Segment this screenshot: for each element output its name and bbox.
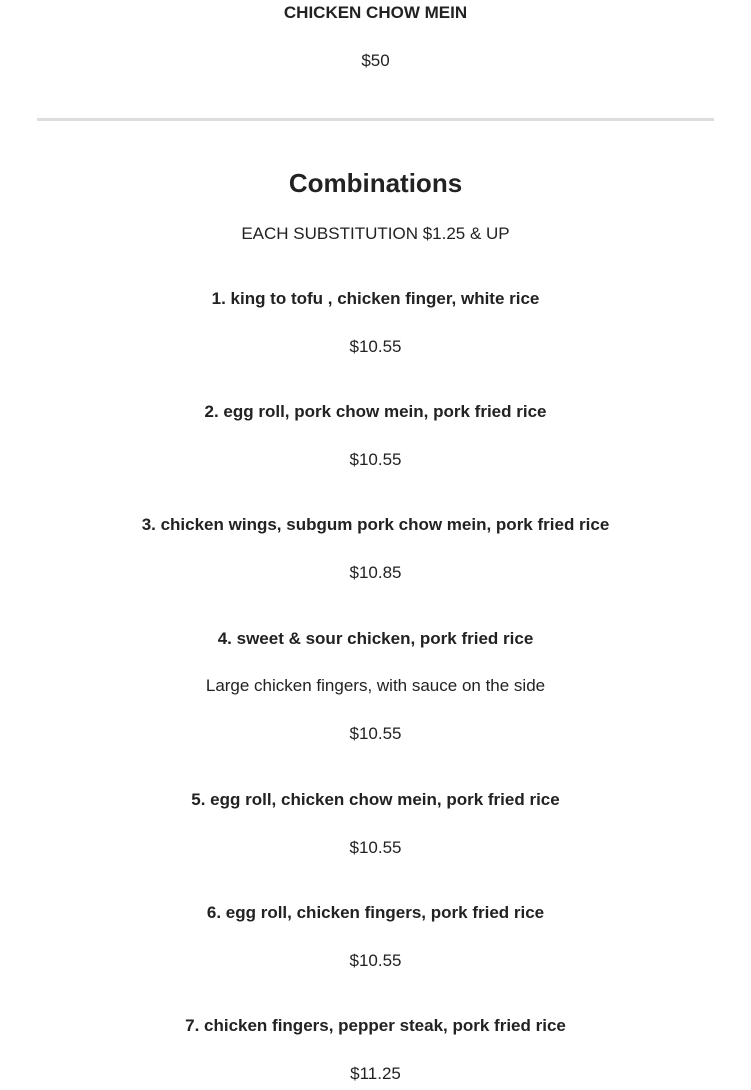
menu-item-name: 3. chicken wings, subgum pork chow mein, pork fried rice <box>141 515 610 534</box>
menu-item-price: $10.55 <box>349 951 402 970</box>
menu-item-price: $10.55 <box>349 724 402 743</box>
menu-item-price: $10.55 <box>349 838 402 857</box>
menu-item-name: 7. chicken fingers, pepper steak, pork fried rice <box>185 1016 566 1035</box>
menu-item-name: 4. sweet & sour chicken, pork fried rice <box>217 629 534 648</box>
menu-item-name: 1. king to tofu , chicken finger, white rice <box>211 289 540 308</box>
section-divider <box>37 118 714 121</box>
menu-item <box>0 402 751 470</box>
section-note: EACH SUBSTITUTION $1.25 & UP <box>241 224 510 243</box>
menu-item-price: $50 <box>361 51 390 70</box>
menu-item <box>0 629 751 744</box>
menu-item-name: 6. egg roll, chicken fingers, pork fried rice <box>206 903 545 922</box>
menu-item-name: 5. egg roll, chicken chow mein, pork fried rice <box>191 790 560 809</box>
menu-item-name: CHICKEN CHOW MEIN <box>283 3 468 22</box>
menu-item-price: $10.55 <box>349 450 402 469</box>
menu-item-name: 2. egg roll, pork chow mein, pork fried rice <box>204 402 547 421</box>
menu-item-price: $10.85 <box>349 563 402 582</box>
menu-item-price: $10.55 <box>349 337 402 356</box>
section-title: Combinations <box>288 168 463 198</box>
menu-item <box>0 1016 751 1084</box>
menu-item <box>0 515 751 583</box>
menu-item-price: $11.25 <box>350 1064 401 1083</box>
menu-item <box>0 903 751 971</box>
menu-item <box>0 289 751 357</box>
menu-item <box>0 790 751 858</box>
menu-item-description: Large chicken fingers, with sauce on the side <box>205 676 546 695</box>
